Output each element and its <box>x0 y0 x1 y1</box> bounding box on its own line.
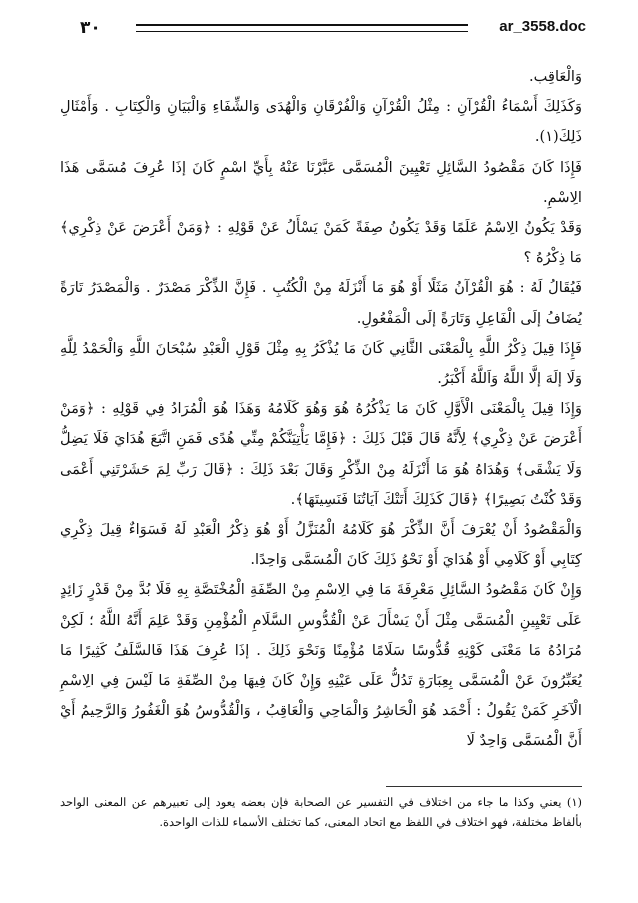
page-header <box>58 18 586 42</box>
header-divider <box>136 24 468 32</box>
paragraph: وَالْعَاقِب. <box>529 68 582 85</box>
paragraph: وَقَدْ يَكُونُ الِاسْمُ عَلَمًا وَقَدْ يَكُونُ صِفَةً كَمَنْ يَسْأَلُ عَنْ قَوْلِهِ : ﴿وَمَنْ أَعْرَضَ عَنْ ذِكْرِي﴾ مَا ذِكْرُهُ ؟ <box>60 219 582 267</box>
footnote: (١) يعني وكذا ما جاء من اختلاف في التفسير عن الصحابة فإن بعضه يعود إلى تعبيرهم عن المعنى الواحد بألفاظ مختلفة، فهو اختلاف في اللفظ مع اتحاد المعنى، كما تختلف الأسماء للذات الواحدة. <box>60 795 582 829</box>
footnote-divider <box>386 786 582 787</box>
document-filename: ar_3558.doc <box>499 18 586 35</box>
main-text <box>60 62 582 757</box>
paragraph: وَإِذَا قِيلَ بِالْمَعْنَى الْأَوَّلِ كَانَ مَا يَذْكُرُهُ هُوَ وَهُوَ كَلَامُهُ وَهَذَا هُوَ الْمُرَادُ فِي قَوْلِهِ : ﴿وَمَنْ أَعْرَضَ عَنْ ذِكْرِي﴾ لِأَنَّهُ قَالَ قَبْلَ ذَلِكَ : ﴿فَإِمَّا يَأْتِيَنَّكُمْ مِنِّي هُدًى فَمَنِ اتَّبَعَ هُدَايَ فَلَا يَضِلُّ وَلَا يَشْقَى﴾ وَهُدَاهُ هُوَ مَا أَنْزَلَهُ مِنْ الذِّكْرِ وَقَالَ بَعْدَ ذَلِكَ : ﴿قَالَ رَبِّ لِمَ حَشَرْتَنِي أَعْمَى وَقَدْ كُنْتُ بَصِيرًا﴾ ﴿قَالَ كَذَلِكَ أَتَتْكَ آيَاتُنَا فَنَسِيتَهَا﴾. <box>60 400 582 508</box>
paragraph: فَإِذَا قِيلَ ذِكْرُ اللَّهِ بِالْمَعْنَى الثَّانِي كَانَ مَا يُذْكَرُ بِهِ مِثْلَ قَوْلِ الْعَبْدِ سُبْحَانَ اللَّهِ وَالْحَمْدُ لِلَّهِ وَلَا إلَهَ إلَّا اللَّهُ وَاَللَّهُ أَكْبَرُ. <box>60 339 582 388</box>
footnotes <box>60 792 582 832</box>
paragraph: فَإِذَا كَانَ مَقْصُودُ السَّائِلِ تَعْيِينَ الْمُسَمَّى عَبَّرْنَا عَنْهُ بِأَيِّ اسْمٍ كَانَ إذَا عُرِفَ مُسَمَّى هَذَا الِاسْمِ. <box>60 158 582 206</box>
page-number: ٣٠ <box>80 18 101 38</box>
paragraph: وَكَذَلِكَ أَسْمَاءُ الْقُرْآنِ : مِثْلُ الْقُرْآنِ وَالْفُرْقَانِ وَالْهُدَى وَالشِّفَاءِ وَالْبَيَانِ وَالْكِتَابِ . وَأَمْثَالِ ذَلِكَ(١). <box>60 98 582 146</box>
paragraph: فَيُقَالُ لَهُ : هُوَ الْقُرْآنُ مَثَلًا أَوْ هُوَ مَا أَنْزَلَهُ مِنْ الْكُتُبِ . فَإِنَّ الذِّكْرَ مَصْدَرٌ . وَالْمَصْدَرُ تَارَةً يُضَافُ إلَى الْفَاعِلِ وَتَارَةً إلَى الْمَفْعُولِ. <box>60 279 582 327</box>
paragraph: وَالْمَقْصُودُ أَنْ يُعْرَفَ أَنَّ الذِّكْرَ هُوَ كَلَامُهُ الْمُنَزَّلُ أَوْ هُوَ ذِكْرُ الْعَبْدِ لَهُ فَسَوَاءٌ قِيلَ ذِكْرِي كِتَابِي أَوْ كَلَامِي أَوْ هُدَايَ أَوْ نَحْوُ ذَلِكَ كَانَ الْمُسَمَّى وَاحِدًا. <box>60 521 582 569</box>
paragraph: وَإِنْ كَانَ مَقْصُودُ السَّائِلِ مَعْرِفَةَ مَا فِي الِاسْمِ مِنْ الصِّفَةِ الْمُخْتَصَّةِ بِهِ فَلَا بُدَّ مِنْ قَدْرٍ زَائِدٍ عَلَى تَعْيِينِ الْمُسَمَّى مِثْلَ أَنْ يَسْأَلَ عَنْ الْقُدُّوسِ السَّلَامِ الْمُؤْمِنِ وَقَدْ عَلِمَ أَنَّهُ اللَّهُ ؛ لَكِنْ مُرَادُهُ مَا مَعْنَى كَوْنِهِ قُدُّوسًا سَلَامًا مُؤْمِنًا وَنَحْوَ ذَلِكَ . إذَا عُرِفَ هَذَا فَالسَّلَفُ كَثِيرًا مَا يُعَبِّرُونَ عَنْ الْمُسَمَّى بِعِبَارَةِ تَدُلُّ عَلَى عَيْنِهِ وَإِنْ كَانَ فِيهَا مِنْ الصِّفَةِ مَا لَيْسَ فِي الِاسْمِ الْآخَرِ كَمَنْ يَقُولُ : أَحْمَد هُوَ الْحَاشِرُ وَالْمَاحِي وَالْعَاقِبُ ، وَالْقُدُّوسُ هُوَ الْغَفُورُ وَالرَّحِيمُ أَيْ أَنَّ الْمُسَمَّى وَاحِدٌ لَا <box>60 581 582 750</box>
